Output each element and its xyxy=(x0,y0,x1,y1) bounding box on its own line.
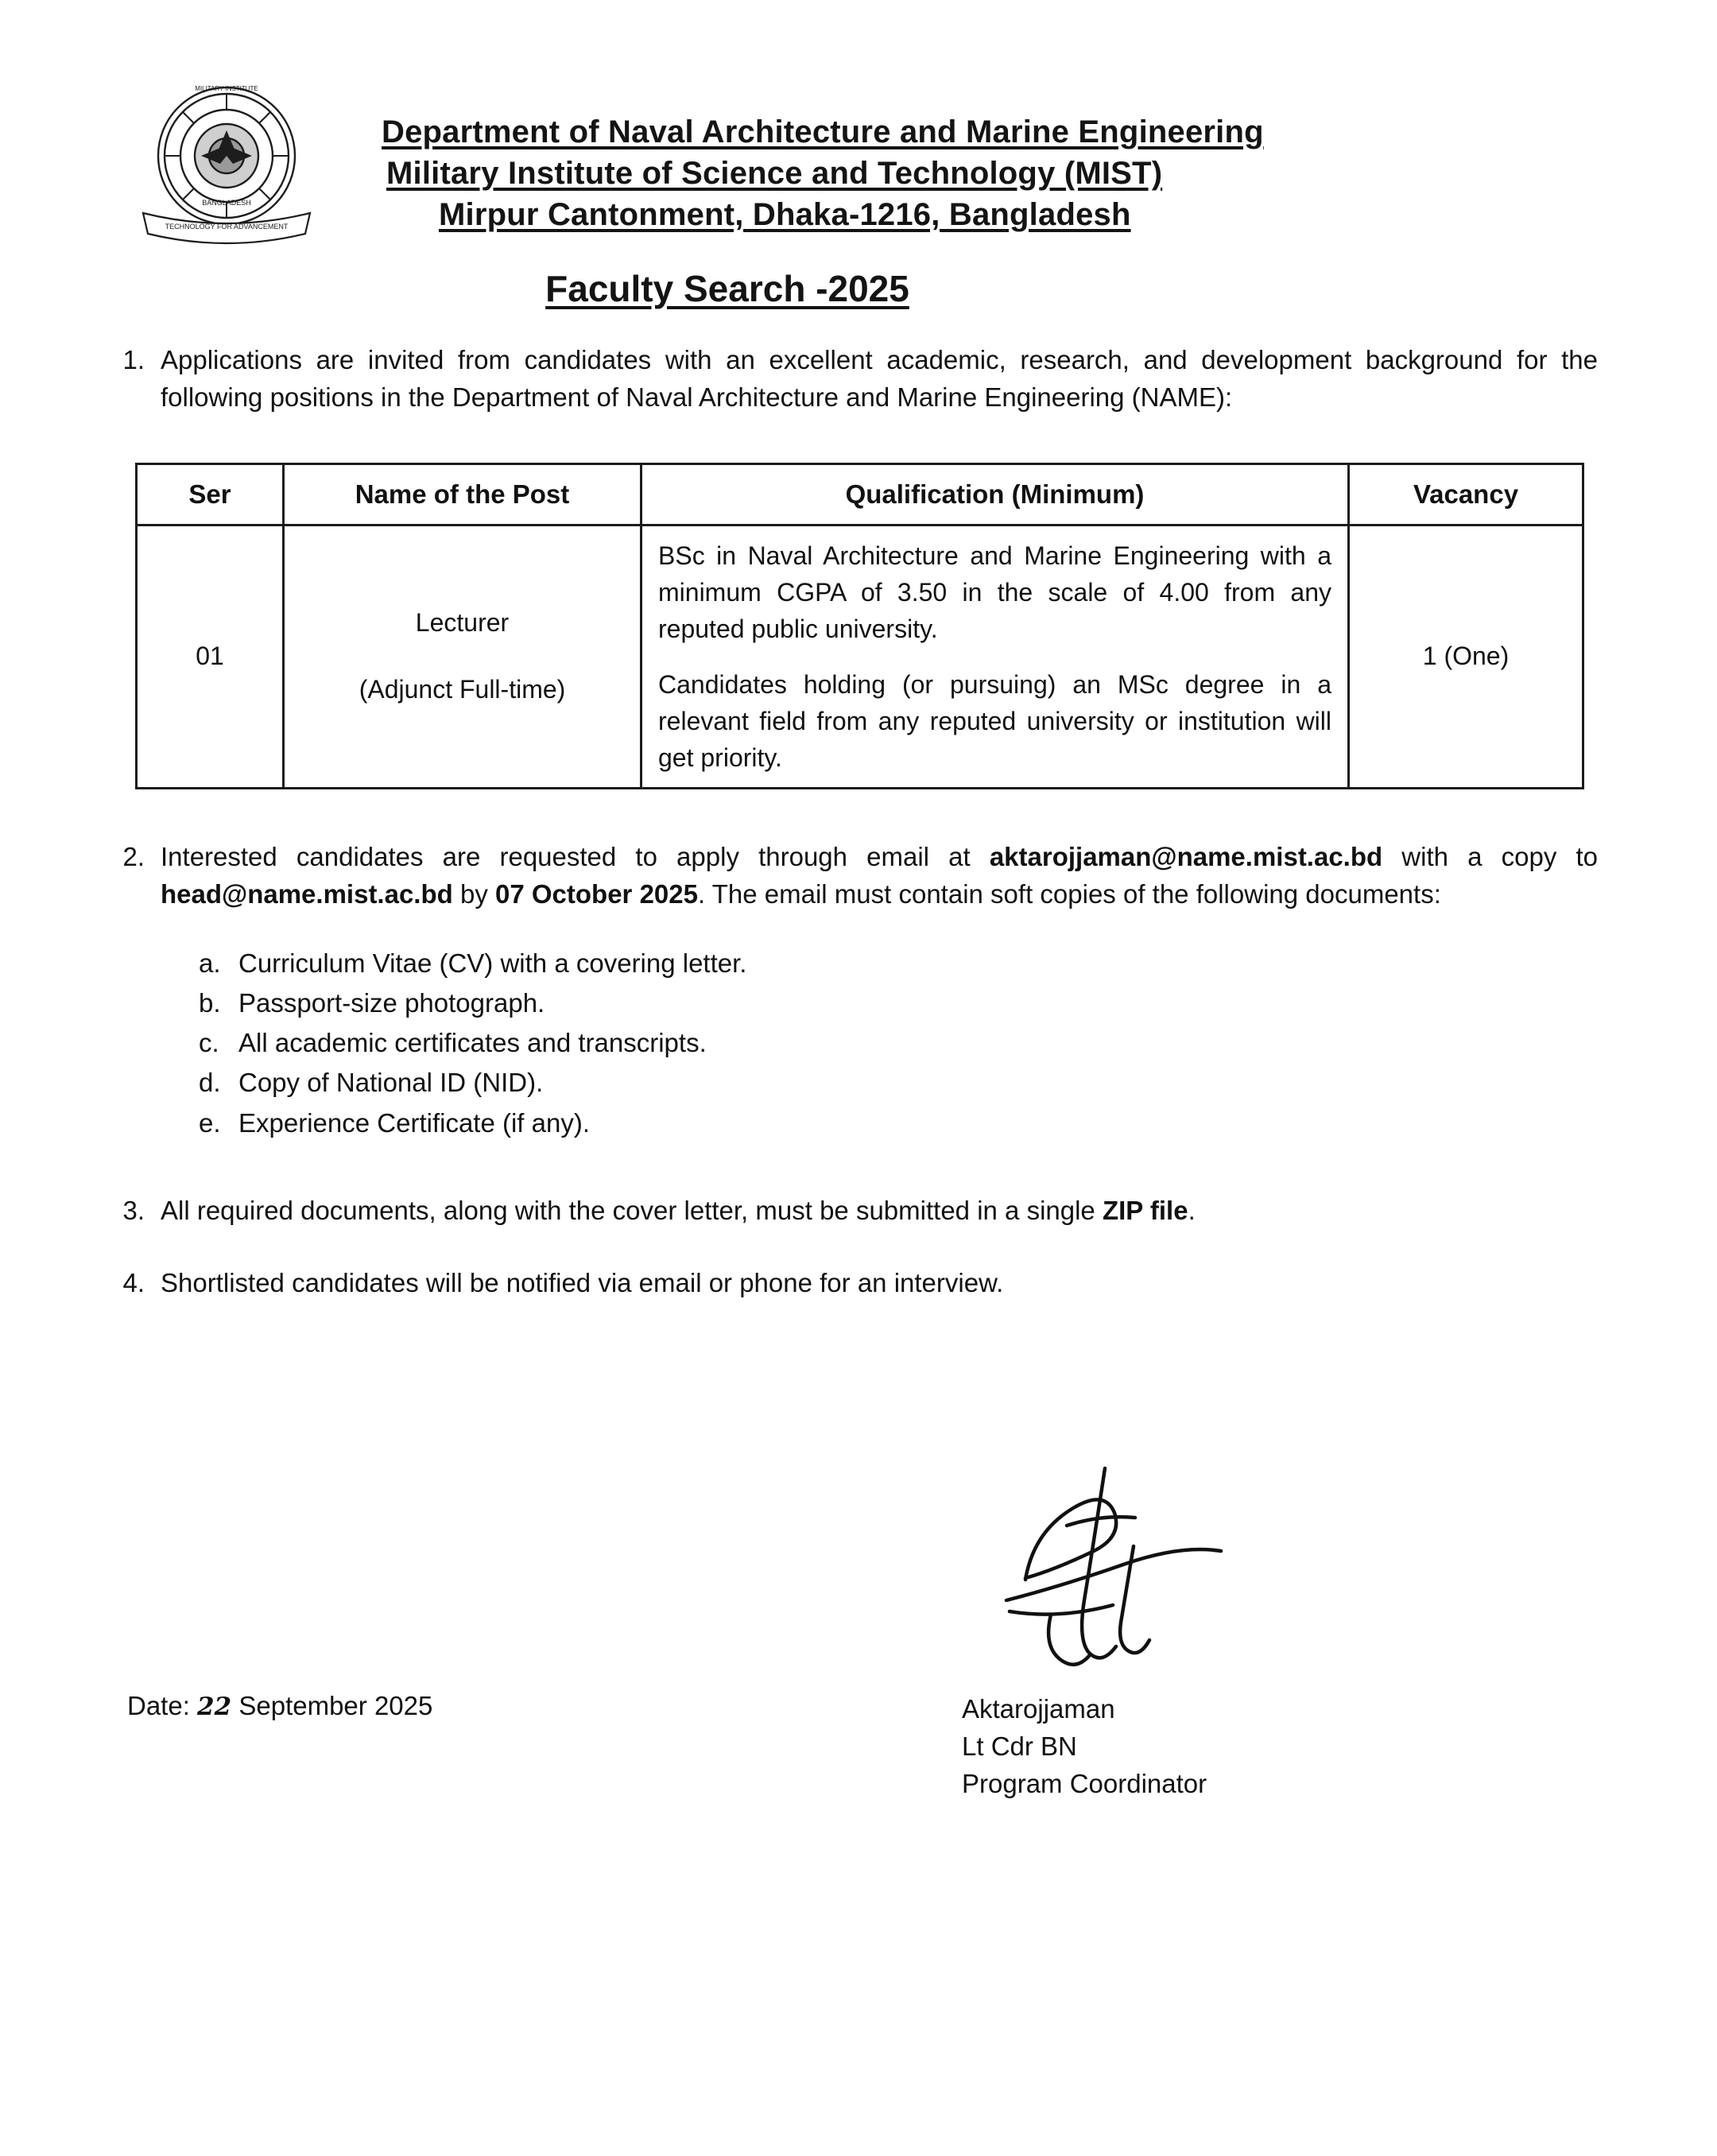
list-item xyxy=(199,1023,1598,1063)
apply-email-primary: aktarojjaman@name.mist.ac.bd xyxy=(989,842,1383,872)
col-header-vacancy: Vacancy xyxy=(1349,463,1583,525)
cell-post-title: Lecturer xyxy=(415,608,510,638)
positions-table xyxy=(135,463,1584,789)
cell-post-type: (Adjunct Full-time) xyxy=(359,674,566,704)
date-line xyxy=(127,1691,432,1721)
paragraph-2-number: 2. xyxy=(122,842,145,872)
paragraph-4-text: Shortlisted candidates will be notified via email or phone for an interview. xyxy=(161,1267,1004,1297)
signatory-role: Program Coordinator xyxy=(962,1769,1207,1799)
paragraph-3-number: 3. xyxy=(122,1195,145,1225)
p3-text-a: All required documents, along with the cover letter, must be submitted in a single xyxy=(161,1195,1103,1225)
signatory-name: Aktarojjaman xyxy=(962,1694,1115,1724)
col-header-ser: Ser xyxy=(137,463,284,525)
qualification-paragraph-1: BSc in Naval Architecture and Marine Engineering with a minimum CGPA of 3.50 in the scale of 4.00 from any reputed public university. xyxy=(658,541,1331,643)
list-item xyxy=(199,1063,1598,1103)
list-item-text: All academic certificates and transcripts. xyxy=(238,1028,707,1058)
list-item-text: Copy of National ID (NID). xyxy=(238,1068,544,1098)
paragraph-1-text: Applications are invited from candidates with an excellent academic, research, and development background for the following positions in the Department of Naval Architecture and Marine Engineering (NAME): xyxy=(161,345,1598,412)
list-item xyxy=(199,944,1598,983)
table-row xyxy=(137,525,1583,788)
paragraph-1-number: 1. xyxy=(122,345,145,374)
header-department: Department of Naval Architecture and Marine Engineering xyxy=(382,114,1264,149)
list-item-label: a. xyxy=(199,948,221,978)
col-header-qualification: Qualification (Minimum) xyxy=(641,463,1349,525)
header-institute: Military Institute of Science and Technology (MIST) xyxy=(386,156,1163,191)
date-rest: September 2025 xyxy=(231,1691,433,1721)
p2-text-a: Interested candidates are requested to apply through email at xyxy=(161,842,990,872)
cell-ser: 01 xyxy=(137,525,284,788)
p2-text-d: . The email must contain soft copies of the following documents: xyxy=(697,879,1441,909)
list-item-text: Experience Certificate (if any). xyxy=(238,1107,591,1138)
p2-text-b: with a copy to xyxy=(1382,842,1598,872)
list-item xyxy=(199,1103,1598,1143)
mist-crest-icon xyxy=(119,62,334,277)
zip-file-emphasis: ZIP file xyxy=(1102,1195,1188,1225)
signature-block xyxy=(962,1691,1207,1803)
list-item xyxy=(199,983,1598,1023)
date-handwritten-day: 22 xyxy=(197,1693,232,1722)
cell-qualification xyxy=(641,525,1349,788)
paragraph-4 xyxy=(111,1265,1598,1302)
page-title: Faculty Search -2025 xyxy=(545,268,909,309)
list-item-label: d. xyxy=(199,1068,221,1098)
header-address: Mirpur Cantonment, Dhaka-1216, Bangladesh xyxy=(439,197,1131,232)
p2-text-c: by xyxy=(452,879,495,909)
required-documents-list xyxy=(199,944,1598,1143)
document-header xyxy=(0,0,1717,310)
cell-vacancy: 1 (One) xyxy=(1349,525,1583,788)
paragraph-2 xyxy=(111,839,1598,913)
list-item-text: Curriculum Vitae (CV) with a covering letter. xyxy=(238,948,747,978)
apply-email-cc: head@name.mist.ac.bd xyxy=(161,879,453,909)
svg-text:TECHNOLOGY FOR ADVANCEMENT: TECHNOLOGY FOR ADVANCEMENT xyxy=(165,223,289,231)
qualification-paragraph-2: Candidates holding (or pursuing) an MSc degree in a relevant field from any reputed university or institution will get priority. xyxy=(658,669,1331,773)
paragraph-3-text xyxy=(161,1192,1598,1230)
positions-table-wrapper xyxy=(135,463,1582,789)
signatory-rank: Lt Cdr BN xyxy=(962,1731,1077,1762)
cell-post xyxy=(284,525,641,788)
list-item-label: b. xyxy=(199,988,221,1018)
deadline-date: 07 October 2025 xyxy=(495,879,698,909)
p3-text-c: . xyxy=(1188,1195,1196,1225)
paragraph-2-text xyxy=(161,839,1598,913)
svg-text:BANGLADESH: BANGLADESH xyxy=(202,199,251,207)
table-header-row xyxy=(137,463,1583,525)
list-item-label: c. xyxy=(199,1028,219,1058)
signature-icon xyxy=(978,1444,1312,1691)
paragraph-3 xyxy=(111,1192,1598,1230)
date-label: Date: xyxy=(127,1691,190,1721)
list-item-label: e. xyxy=(199,1107,221,1138)
paragraph-1 xyxy=(111,342,1598,417)
paragraph-4-number: 4. xyxy=(122,1267,145,1297)
col-header-post: Name of the Post xyxy=(284,463,641,525)
document-body xyxy=(0,342,1717,1799)
signature-area xyxy=(111,1437,1598,1799)
svg-text:MILITARY INSTITUTE: MILITARY INSTITUTE xyxy=(195,85,258,92)
list-item-text: Passport-size photograph. xyxy=(238,988,545,1018)
